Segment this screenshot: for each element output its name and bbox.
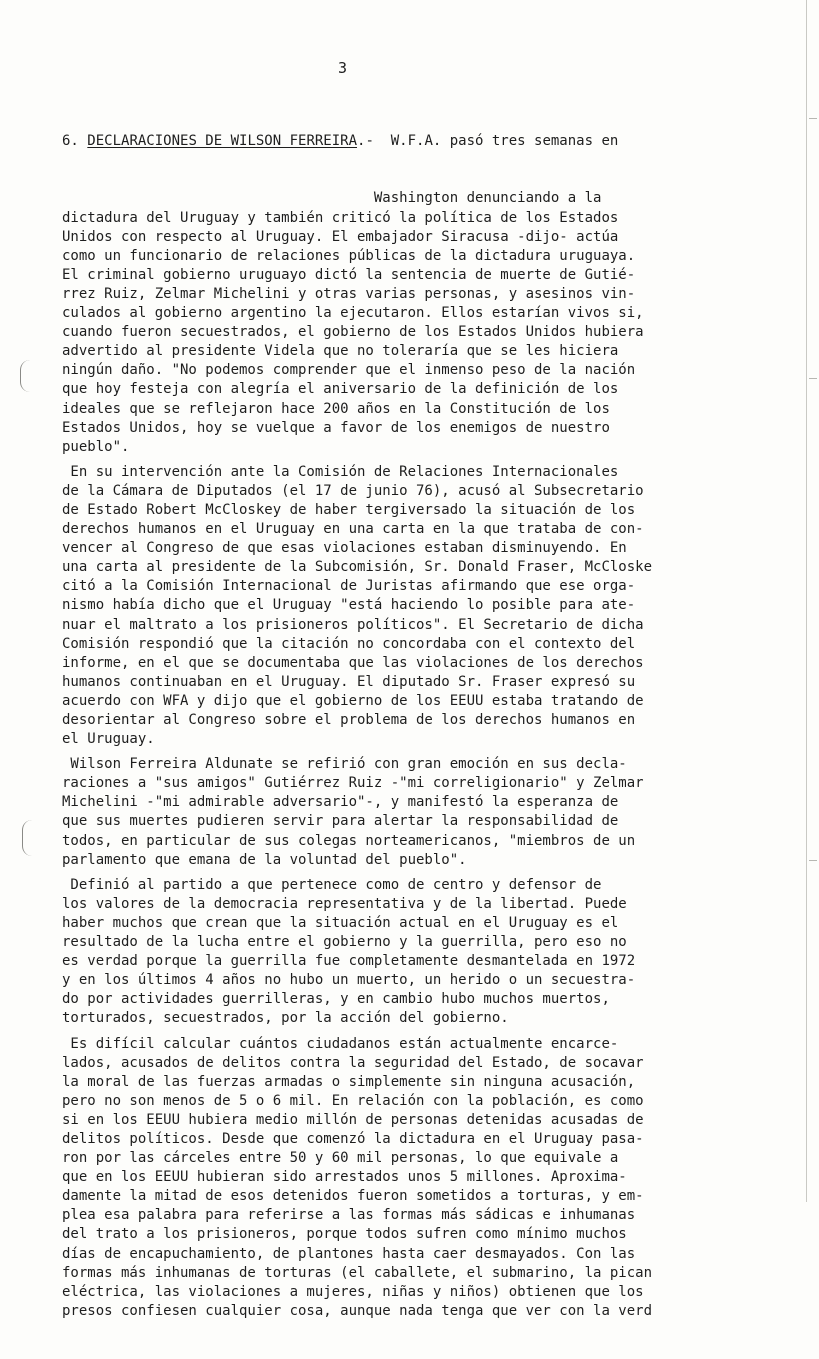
text-line: Definió al partido a que pertenece como de centro y defensor de	[62, 876, 602, 893]
text-line: haber muchos que crean que la situación actual en el Uruguay es el	[62, 914, 619, 931]
heading-prefix: 6.	[62, 133, 88, 150]
text-line: y en los últimos 4 años no hubo un muerto, un herido o un secuestra-	[62, 972, 636, 989]
text-line: Comisión respondió que la citación no concordaba con el contexto del	[62, 635, 636, 652]
section-heading: DECLARACIONES DE WILSON FERREIRA	[87, 133, 358, 150]
paragraph	[62, 463, 816, 749]
text-line: presos confiesen cualquier cosa, aunque nada tenga que ver con la verd	[62, 1302, 653, 1319]
text-line: la moral de las fuerzas armadas o simplemente sin ninguna acusación,	[62, 1073, 636, 1090]
text-line: pueblo".	[62, 438, 130, 455]
text-line: formas más inhumanas de torturas (el caballete, el submarino, la pican	[62, 1264, 653, 1281]
text-line: En su intervención ante la Comisión de Relaciones Internacionales	[62, 463, 619, 480]
text-line: ideales que se reflejaron hace 200 años en la Constitución de los	[62, 400, 610, 417]
text-line: del trato a los prisioneros, porque todos sufren como mínimo muchos	[62, 1226, 627, 1243]
text-line: derechos humanos en el Uruguay en una carta en la que trataba de con-	[62, 521, 644, 538]
text-line: do por actividades guerrilleras, y en cambio hubo muchos muertos,	[62, 991, 610, 1008]
text-line: Es difícil calcular cuántos ciudadanos están actualmente encarce-	[62, 1035, 619, 1052]
heading-line	[62, 132, 816, 151]
text-line: informe, en el que se documentaba que las violaciones de los derechos	[62, 654, 644, 671]
text-line: humanos continuaban en el Uruguay. El diputado Sr. Fraser expresó su	[62, 673, 636, 690]
text-line: una carta al presidente de la Subcomisión, Sr. Donald Fraser, McCloske	[62, 559, 653, 576]
text-line: rrez Ruiz, Zelmar Michelini y otras varias personas, y asesinos vin-	[62, 285, 636, 302]
text-line: Estados Unidos, hoy se vuelque a favor de los enemigos de nuestro	[62, 419, 610, 436]
text-line: días de encapuchamiento, de plantones hasta caer desmayados. Con las	[62, 1245, 636, 1262]
text-line: todos, en particular de sus colegas norteamericanos, "miembros de un	[62, 832, 636, 849]
text-line: parlamento que emana de la voluntad del pueblo".	[62, 851, 467, 868]
paragraphs	[62, 189, 816, 1320]
paragraph	[62, 876, 816, 1029]
text-line: es verdad porque la guerrilla fue completamente desmantelada en 1972	[62, 953, 636, 970]
heading-suffix: .-	[357, 133, 374, 150]
text-line: desorientar al Congreso sobre el problema de los derechos humanos en	[62, 712, 636, 728]
text-line: cuando fueron secuestrados, el gobierno de los Estados Unidos hubiera	[62, 324, 644, 341]
text-line: delitos políticos. Desde que comenzó la dictadura en el Uruguay pasa-	[62, 1130, 644, 1147]
margin-bracket-mark	[20, 360, 31, 392]
document-body	[62, 94, 816, 1359]
text-line: si en los EEUU hubiera medio millón de personas detenidas acusadas de	[62, 1111, 644, 1128]
text-line: ningún daño. "No podemos comprender que el inmenso peso de la nación	[62, 362, 636, 379]
margin-bracket-mark	[22, 820, 33, 856]
text-line: resultado de la lucha entre el gobierno y la guerrilla, pero eso no	[62, 934, 627, 951]
text-line: que hoy festeja con alegría el aniversario de la definición de los	[62, 381, 619, 398]
text-line: plea esa palabra para referirse a las formas más sádicas e inhumanas	[62, 1207, 636, 1224]
text-line: Washington denunciando a la	[62, 190, 602, 207]
text-line: los valores de la democracia representativa y de la libertad. Puede	[62, 895, 627, 912]
text-line: advertido al presidente Videla que no toleraría que se les hiciera	[62, 343, 619, 360]
text-line: como un funcionario de relaciones públicas de la dictadura uruguaya.	[62, 247, 636, 264]
text-line: vencer al Congreso de que esas violaciones estaban disminuyendo. En	[62, 540, 627, 557]
text-line: que sus muertes pudieren servir para alertar la responsabilidad de	[62, 813, 619, 830]
text-line: dictadura del Uruguay y también criticó la política de los Estados	[62, 209, 619, 226]
text-line: raciones a "sus amigos" Gutiérrez Ruiz -"mi correligionario" y Zelmar	[62, 775, 644, 792]
page-number: 3	[338, 59, 348, 77]
text-line: nismo había dicho que el Uruguay "está haciendo lo posible para ate-	[62, 597, 636, 614]
text-line: lados, acusados de delitos contra la seguridad del Estado, de socavar	[62, 1054, 644, 1071]
text-line: que en los EEUU hubieran sido arrestados unos 5 millones. Aproxima-	[62, 1169, 627, 1186]
text-line: eléctrica, las violaciones a mujeres, niñas y niños) obtienen que los	[62, 1283, 644, 1300]
paragraph	[62, 1035, 816, 1321]
text-line: acuerdo con WFA y dijo que el gobierno de los EEUU estaba tratando de	[62, 692, 644, 709]
text-line: de la Cámara de Diputados (el 17 de junio 76), acusó al Subsecretario	[62, 482, 644, 499]
text-line: culados al gobierno argentino la ejecutaron. Ellos estarían vivos si,	[62, 305, 644, 322]
heading-tail: W.F.A. pasó tres semanas en	[373, 133, 619, 150]
text-line: ron por las cárceles entre 50 y 60 mil personas, lo que equivale a	[62, 1150, 619, 1167]
text-line: damente la mitad de esos detenidos fueron sometidos a torturas, y em-	[62, 1188, 644, 1205]
text-line: El criminal gobierno uruguayo dictó la sentencia de muerte de Gutié-	[62, 266, 636, 283]
text-line: Unidos con respecto al Uruguay. El embajador Siracusa -dijo- actúa	[62, 228, 619, 245]
text-line: torturados, secuestrados, por la acción del gobierno.	[62, 1010, 509, 1027]
text-line: Michelini -"mi admirable adversario"-, y manifestó la esperanza de	[62, 794, 619, 811]
text-line: de Estado Robert McCloskey de haber tergiversado la situación de los	[62, 501, 636, 518]
text-line: citó a la Comisión Internacional de Juristas afirmando que ese orga-	[62, 578, 636, 595]
text-line: nuar el maltrato a los prisioneros políticos". El Secretario de dicha	[62, 616, 644, 633]
text-line: pero no son menos de 5 o 6 mil. En relación con la población, es como	[62, 1092, 644, 1109]
paragraph	[62, 189, 816, 456]
text-line: el Uruguay.	[62, 731, 155, 748]
paragraph	[62, 755, 816, 870]
text-line: Wilson Ferreira Aldunate se refirió con gran emoción en sus decla-	[62, 756, 627, 773]
